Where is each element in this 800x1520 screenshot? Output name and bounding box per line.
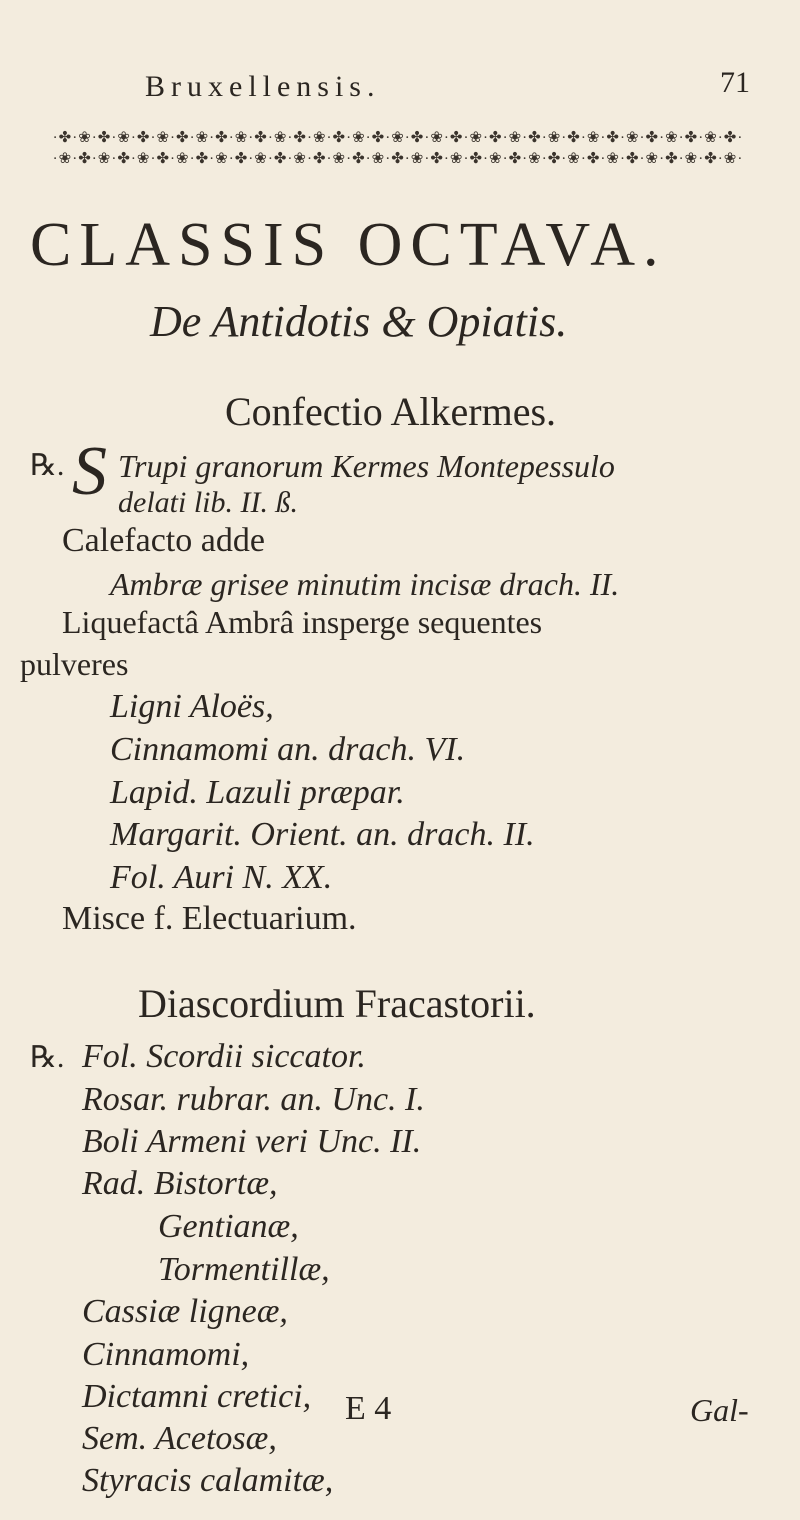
text-line: Calefacto adde bbox=[62, 522, 265, 559]
text-line: Margarit. Orient. an. drach. II. bbox=[110, 816, 535, 853]
ornament-row: ·❀·✤·❀·✤·❀·✤·❀·✤·❀·✤·❀·✤·❀·✤·❀·✤·❀·✤·❀·✤·❀·✤·❀·✤·❀·✤·❀·✤·❀·✤·❀·✤·❀·✤·❀· bbox=[52, 151, 744, 167]
text-line: Liquefactâ Ambrâ insperge sequentes bbox=[62, 604, 543, 640]
running-head: Bruxellensis. bbox=[145, 70, 381, 103]
text-line: Sem. Acetosæ, bbox=[82, 1420, 277, 1457]
text-line: Dictamni cretici, bbox=[82, 1378, 312, 1415]
text-line: Cassiæ ligneæ, bbox=[82, 1293, 288, 1330]
text-line: Ambræ grisee minutim incisæ drach. II. bbox=[110, 566, 620, 602]
section-subtitle: De Antidotis & Opiatis. bbox=[150, 297, 568, 346]
ornament-band bbox=[32, 128, 764, 172]
text-line: Cinnamomi an. drach. VI. bbox=[110, 731, 466, 768]
page-number: 71 bbox=[720, 66, 750, 99]
text-line: Styracis calamitæ, bbox=[82, 1462, 334, 1499]
recipe-title: Diascordium Fracastorii. bbox=[138, 981, 536, 1026]
initial-letter: S bbox=[72, 433, 107, 510]
text-line: Cinnamomi, bbox=[82, 1336, 250, 1373]
text-line: Ligni Aloës, bbox=[110, 688, 274, 725]
text-line: pulveres bbox=[20, 646, 129, 682]
text-line: Misce f. Electuarium. bbox=[62, 900, 357, 937]
text-line: Lapid. Lazuli præpar. bbox=[110, 774, 405, 811]
section-title: CLASSIS OCTAVA. bbox=[30, 211, 667, 279]
ornament-row: ·✤·❀·✤·❀·✤·❀·✤·❀·✤·❀·✤·❀·✤·❀·✤·❀·✤·❀·✤·❀·✤·❀·✤·❀·✤·❀·✤·❀·✤·❀·✤·❀·✤·❀·✤· bbox=[52, 130, 744, 146]
text-line: Rad. Bistortæ, bbox=[82, 1165, 278, 1202]
recipe-symbol: ℞. bbox=[30, 449, 65, 482]
text-line: delati lib. II. ß. bbox=[118, 486, 298, 519]
catchword: Gal- bbox=[690, 1392, 749, 1428]
text-line: Trupi granorum Kermes Montepessulo bbox=[118, 448, 615, 484]
text-line: Fol. Auri N. XX. bbox=[110, 859, 333, 896]
text-line: Boli Armeni veri Unc. II. bbox=[82, 1123, 422, 1160]
recipe-title: Confectio Alkermes. bbox=[225, 389, 557, 434]
signature-mark: E 4 bbox=[345, 1390, 392, 1427]
text-line: Tormentillæ, bbox=[158, 1251, 330, 1288]
recipe-symbol: ℞. bbox=[30, 1041, 65, 1074]
text-line: Fol. Scordii siccator. bbox=[82, 1038, 366, 1075]
text-line: Gentianæ, bbox=[158, 1208, 299, 1245]
text-line: Rosar. rubrar. an. Unc. I. bbox=[82, 1081, 425, 1118]
